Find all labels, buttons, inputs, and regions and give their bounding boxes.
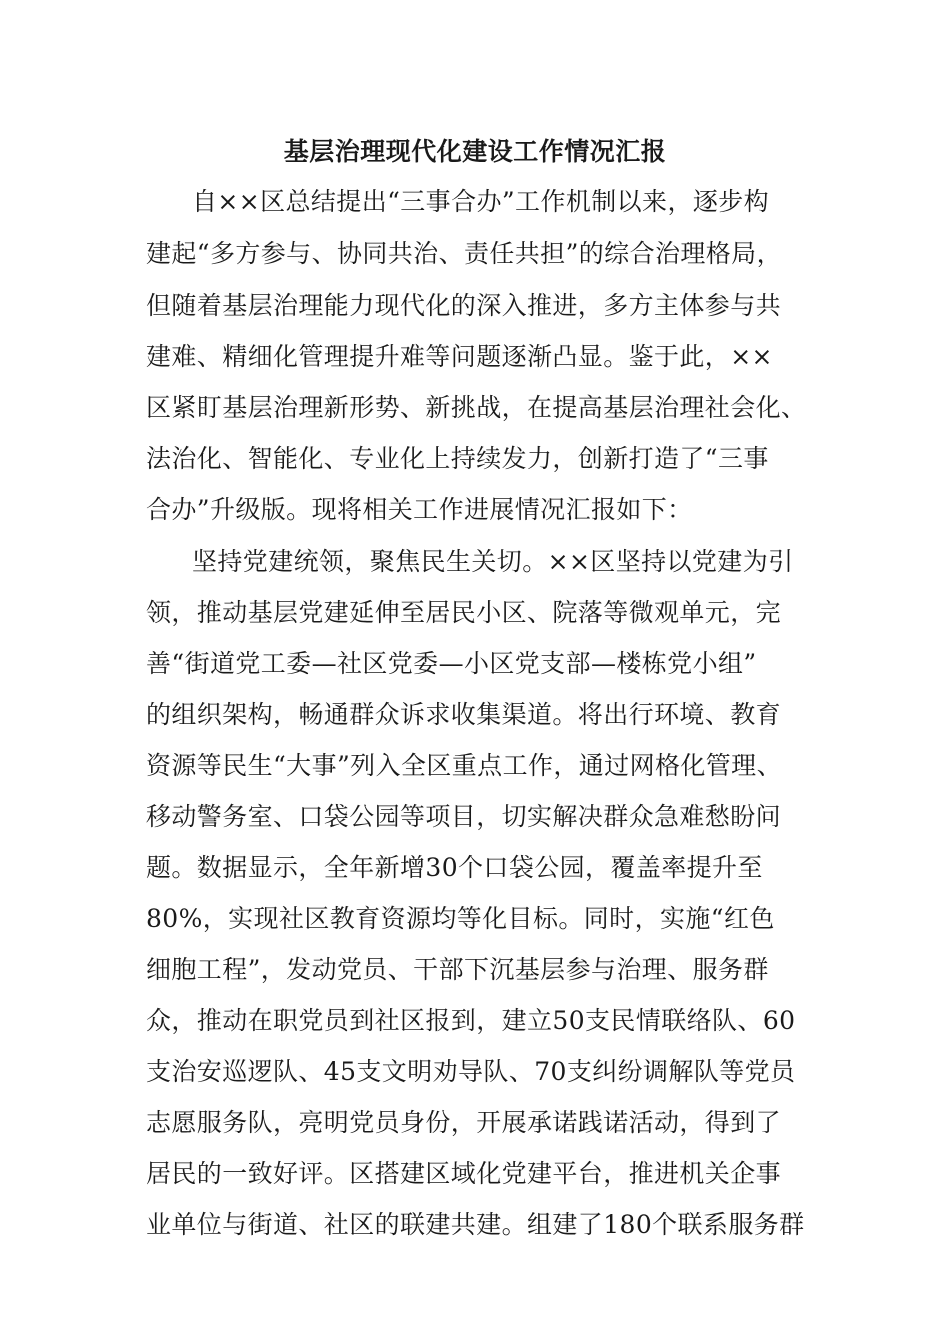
- paragraph-1-line-7: 合办”升级版。现将相关工作进展情况汇报如下：: [146, 495, 693, 524]
- document-title: 基层治理现代化建设工作情况汇报: [283, 137, 667, 166]
- paragraph-1-line-6: 法治化、智能化、专业化上持续发力，创新打造了“三事: [146, 444, 769, 473]
- paragraph-2-line-6: 移动警务室、口袋公园等项目，切实解决群众急难愁盼问: [146, 802, 782, 831]
- paragraph-2-line-7: 题。数据显示，全年新增30个口袋公园，覆盖率提升至: [146, 853, 763, 882]
- paragraph-1-line-4: 建难、精细化管理提升难等问题逐渐凸显。鉴于此，××: [146, 342, 773, 371]
- paragraph-2-line-9: 细胞工程”，发动党员、干部下沉基层参与治理、服务群: [146, 955, 769, 984]
- paragraph-2-line-12: 志愿服务队，亮明党员身份，开展承诺践诺活动，得到了: [146, 1108, 782, 1137]
- paragraph-2-line-2: 领，推动基层党建延伸至居民小区、院落等微观单元，完: [146, 598, 782, 627]
- paragraph-2-line-8: 80%，实现社区教育资源均等化目标。同时，实施“红色: [146, 904, 775, 933]
- paragraph-2-line-13: 居民的一致好评。区搭建区域化党建平台，推进机关企事: [146, 1159, 782, 1188]
- paragraph-2-line-10: 众，推动在职党员到社区报到，建立50支民情联络队、60: [146, 1006, 796, 1035]
- paragraph-2-line-14: 业单位与街道、社区的联建共建。组建了180个联系服务群: [146, 1210, 805, 1239]
- paragraph-1-line-5: 区紧盯基层治理新形势、新挑战，在提高基层治理社会化、: [146, 393, 807, 422]
- paragraph-2-line-5: 资源等民生“大事”列入全区重点工作，通过网格化管理、: [146, 751, 782, 780]
- paragraph-2-line-11: 支治安巡逻队、45支文明劝导队、70支纠纷调解队等党员: [146, 1057, 796, 1086]
- paragraph-2-line-1: 坚持党建统领，聚焦民生关切。××区坚持以党建为引: [192, 547, 794, 576]
- paragraph-1-line-2: 建起“多方参与、协同共治、责任共担”的综合治理格局，: [146, 239, 782, 268]
- paragraph-1-line-1: 自××区总结提出“三事合办”工作机制以来，逐步构: [192, 187, 770, 216]
- paragraph-2-line-3: 善“街道党工委—社区党委—小区党支部—楼栋党小组”: [146, 649, 757, 678]
- paragraph-1-line-3: 但随着基层治理能力现代化的深入推进，多方主体参与共: [146, 291, 782, 320]
- paragraph-2-line-4: 的组织架构，畅通群众诉求收集渠道。将出行环境、教育: [146, 700, 782, 729]
